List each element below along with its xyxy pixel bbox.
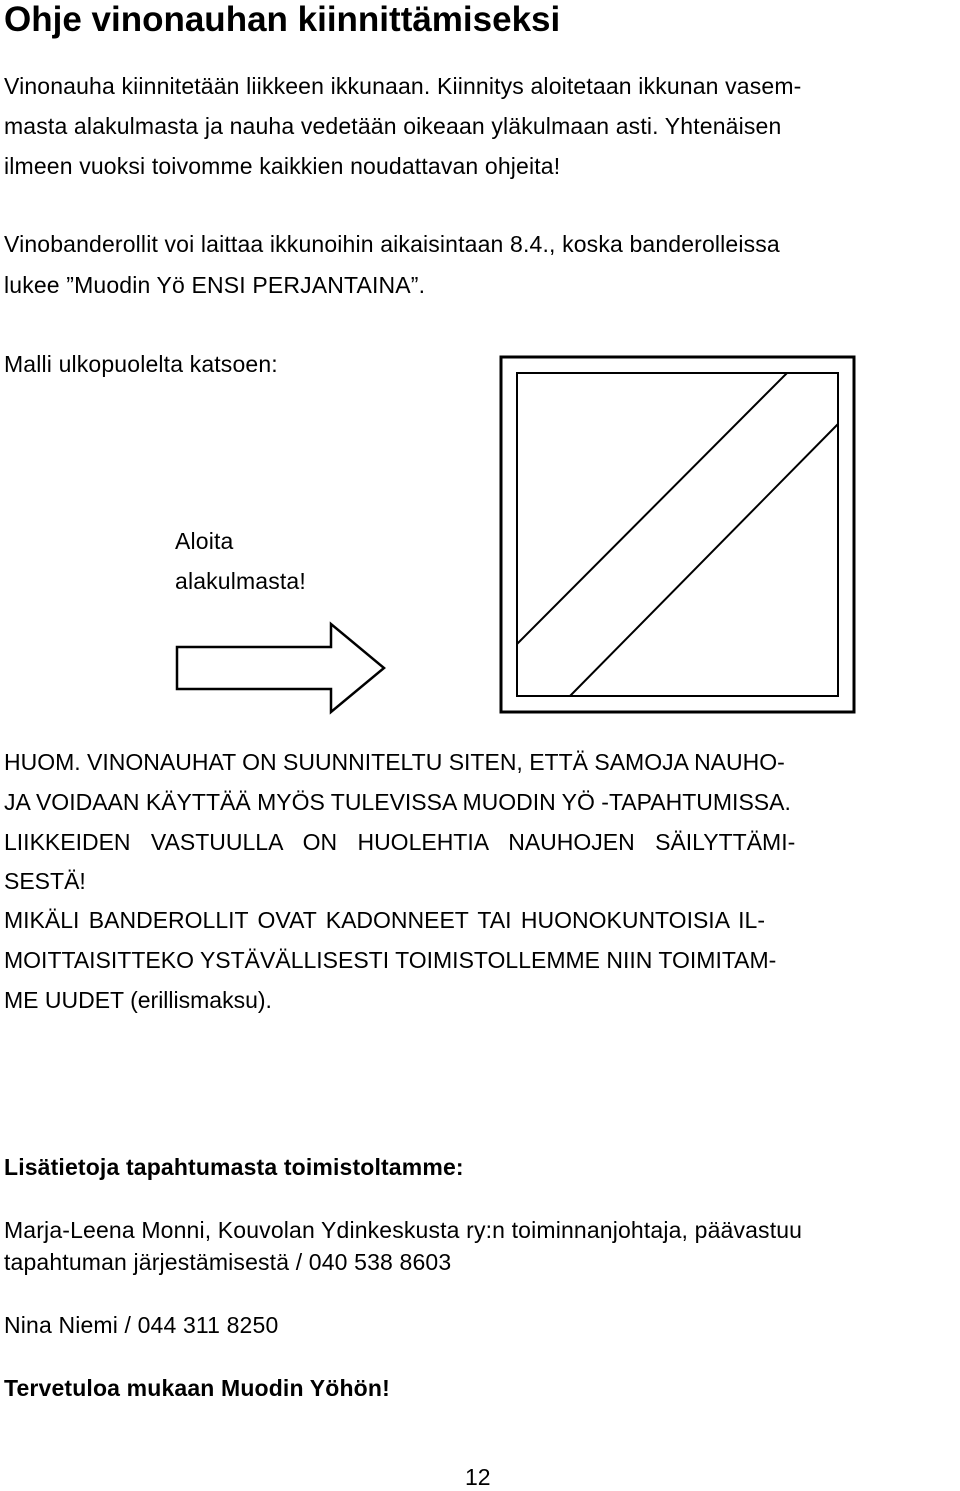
contact-person-2: Nina Niemi / 044 311 8250 (4, 1312, 279, 1338)
notice-line-3: LIIKKEIDEN VASTUULLA ON HUOLEHTIA NAUHOJEN SÄILYTTÄMI- (4, 829, 796, 855)
arrow-right-icon (177, 624, 384, 712)
timing-line-2: lukee ”Muodin Yö ENSI PERJANTAINA”. (4, 272, 426, 298)
closing-text: Tervetuloa mukaan Muodin Yöhön! (4, 1375, 390, 1401)
contact-person-1-line-1: Marja-Leena Monni, Kouvolan Ydinkeskusta ry:n toiminnanjohtaja, päävastuu (4, 1217, 803, 1243)
contact-person-1-line-2: tapahtuman järjestämisestä / 040 538 8603 (4, 1249, 452, 1275)
notice-line-2: JA VOIDAAN KÄYTTÄÄ MYÖS TULEVISSA MUODIN YÖ -TAPAHTUMISSA. (4, 789, 791, 815)
notice-line-1-text: HUOM. VINONAUHAT ON SUUNNITELTU SITEN, ETTÄ SAMOJA NAUHO- (4, 749, 785, 775)
notice-line-4: SESTÄ! (4, 868, 86, 894)
intro-line-2: masta alakulmasta ja nauha vedetään oikeaan yläkulmaan asti. Yhtenäisen (4, 113, 782, 139)
window-frame (501, 357, 854, 712)
notice-line-5: MIKÄLI BANDEROLLIT OVAT KADONNEET TAI HUONOKUNTOISIA IL- (4, 907, 765, 933)
notice-line-7: ME UUDET (erillismaksu). (4, 987, 272, 1013)
timing-line-1: Vinobanderollit voi laittaa ikkunoihin aikaisintaan 8.4., koska banderolleissa (4, 231, 780, 257)
notice-line-1 (4, 748, 954, 776)
start-hint-line-1: Aloita (175, 528, 234, 554)
intro-line-1: Vinonauha kiinnitetään liikkeen ikkunaan. Kiinnitys aloitetaan ikkunan vasem- (4, 73, 802, 99)
intro-line-3: ilmeen vuoksi toivomme kaikkien noudattavan ohjeita! (4, 153, 561, 179)
contact-heading: Lisätietoja tapahtumasta toimistoltamme: (4, 1154, 464, 1180)
diagonal-band (517, 373, 838, 696)
page-number: 12 (465, 1464, 491, 1490)
notice-line-6: MOITTAISITTEKO YSTÄVÄLLISESTI TOIMISTOLLEMME NIIN TOIMITAM- (4, 947, 777, 973)
start-hint-line-2: alakulmasta! (175, 568, 306, 594)
model-label: Malli ulkopuolelta katsoen: (4, 351, 278, 377)
page-title: Ohje vinonauhan kiinnittämiseksi (4, 0, 561, 39)
